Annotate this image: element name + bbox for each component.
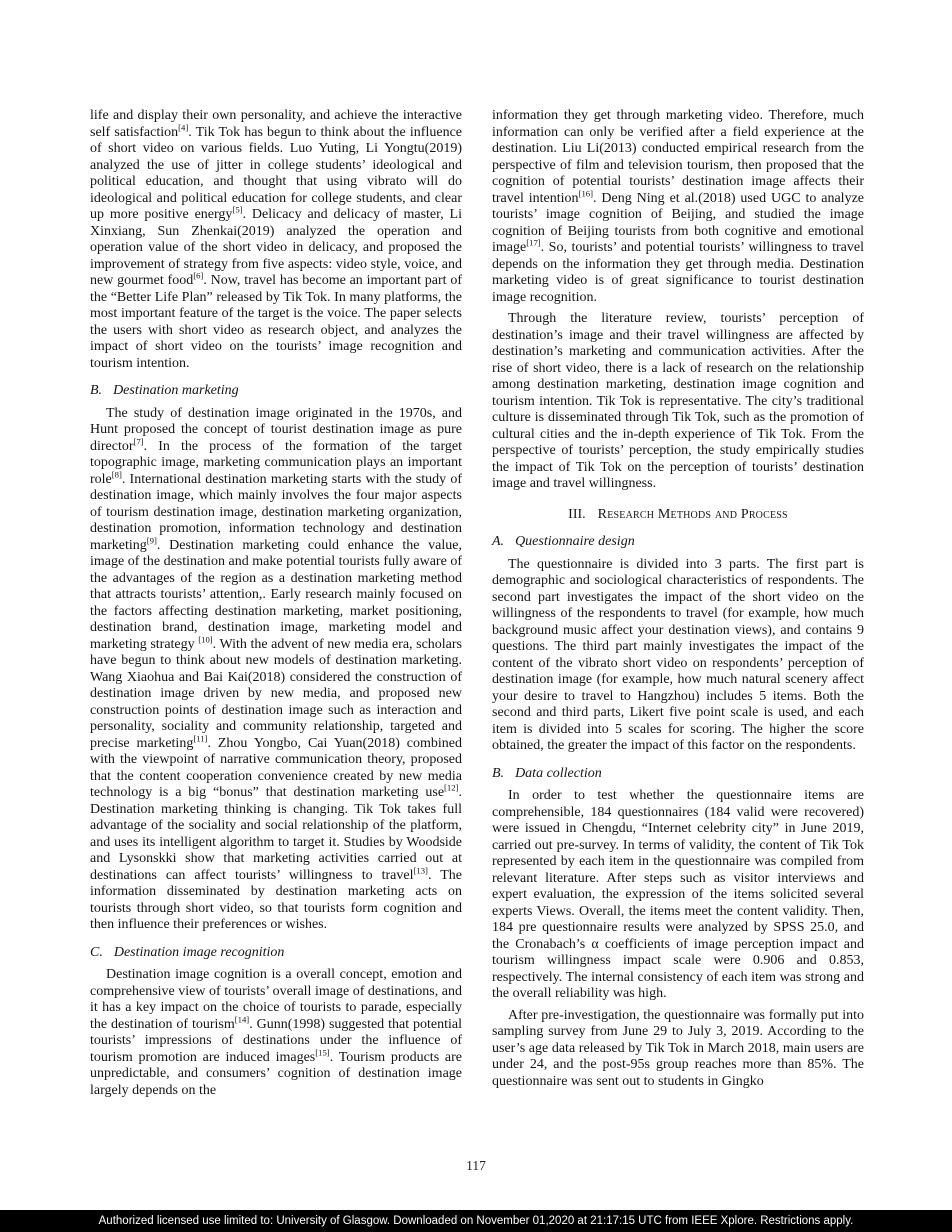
- citation-reference: [11]: [193, 732, 208, 743]
- subsection-title: Destination marketing: [113, 383, 239, 398]
- subsection-label: B.: [90, 383, 103, 398]
- citation-reference: [6]: [193, 270, 204, 281]
- citation-reference: [13]: [413, 864, 428, 875]
- citation-reference: [15]: [315, 1046, 330, 1057]
- citation-reference: [14]: [234, 1013, 250, 1024]
- paragraph-destination-marketing: The study of destination image originated in the 1970s, and Hunt proposed the concept of tourist destination image as pure director[7]. In the process of the formation of the target topographic image, marketing communication plays an important role[8]. International destination marketing starts with the study of destination image, which mainly involves the four major aspects of tourism destination image, destination marketing organization, destination promotion, information technology and destination marketing[9]. Destination marketing could enhance the value, image of the destination and make potential tourists fully aware of the advantages of the region as a destination marketing method that attracts tourists’ attention,. Early research mainly focused on the factors affecting destination marketing, market positioning, destination brand, destination image, marketing model and marketing strategy [10]. With the advent of new media era, scholars have begun to think about new models of destination marketing. Wang Xiaohua and Bai Kai(2018) considered the construction of destination image driven by new media, and proposed new construction points of destination image such as interaction and personality, sociality and community relationship, targeted and precise marketing[11]. Zhou Yongbo, Cai Yuan(2018) combined with the viewpoint of narrative communication theory, proposed that the content cooperation convenience created by new media technology is a big “bonus” that destination marketing use[12]. Destination marketing thinking is changing. Tik Tok takes full advantage of the sociality and social relationship of the platform, and uses its intelligent algorithm to target it. Studies by Woodside and Lysonskki show that marketing activities carried out at destinations can affect tourists’ willingness to travel[13]. The information disseminated by destination marketing acts on tourists through short video, so that tourists form cognition and then influence their preferences or wishes.: [90, 405, 463, 932]
- citation-reference: [8]: [111, 468, 122, 479]
- paragraph-intro-continuation: life and display their own personality, and achieve the interactive self satisfaction[4]. Tik Tok has begun to think about the influence of short video on various fields. Luo Yuting, Li Yongtu(2019) analyzed the use of jitter in college students’ ideological and political education, and thought that using vibrato will do ideological and political education for college students, and clear up more positive energy[5]. Delicacy and delicacy of master, Li Xinxiang, Sun Zhenkai(2019) analyzed the operation and operation value of the short video in delicacy, and proposed the improvement of strategy from five aspects: video style, voice, and new gourmet food[6]. Now, travel has become an important part of the “Better Life Plan” released by Tik Tok. In many platforms, the most important feature of the target is the voice. The paper selects the users with short video as research object, and analyzes the impact of short video on the tourists’ image recognition and tourism intention.: [90, 108, 462, 371]
- subsection-label: C.: [90, 944, 103, 960]
- citation-reference: [10]: [198, 633, 213, 644]
- citation-reference: [17]: [526, 237, 541, 248]
- citation-reference: [5]: [232, 204, 243, 215]
- citation-reference: [4]: [178, 121, 189, 132]
- section-heading-research-methods: [492, 507, 864, 524]
- paragraph-column-continuation: information they get through marketing video. Therefore, much information can only be verified after a field experience at the destination. Liu Li(2013) conducted empirical research from the perspective of film and television tourism, then proposed that the cognition of potential tourists’ destination image affects their travel intention[16]. Deng Ning et al.(2018) used UGC to analyze tourists’ image cognition of Beijing, and studied the image cognition of Beijing tourists from both cognitive and emotional image[17]. So, tourists’ and potential tourists’ willingness to travel depends on the information they get through media. Destination marketing video is of great significance to tourist destination image recognition.: [492, 108, 864, 305]
- paragraph-data-collection-2: After pre-investigation, the questionnaire was formally put into sampling survey from June 29 to July 3, 2019. According to the user’s age data released by Tik Tok in March 2018, main users are under 24, and the post-95s group reaches more than 85%. The questionnaire was sent out to students in Gingko: [492, 1007, 864, 1089]
- subsection-title: Questionnaire design: [515, 534, 635, 549]
- page-number: 117: [466, 1158, 486, 1173]
- subsection-title: Destination image recognition: [113, 944, 285, 960]
- subsection-heading-questionnaire-design: [492, 534, 864, 551]
- subsection-label: A.: [492, 534, 505, 549]
- citation-reference: [7]: [133, 435, 144, 446]
- section-title: Research Methods and Process: [597, 506, 788, 522]
- subsection-heading-data-collection: [492, 766, 864, 783]
- paragraph-image-recognition: Destination image cognition is a overall concept, emotion and comprehensive view of tourists’ overall image of destinations, and it has a key impact on the choice of tourists to parade, especially the destination of tourism[14]. Gunn(1998) suggested that potential tourists’ impressions of destinations under the influence of tourism promotion are induced images[15]. Tourism products are unpredictable, and consumers’ cognition of destination image largely depends on the: [90, 967, 462, 1098]
- paragraph-data-collection-1: In order to test whether the questionnaire items are comprehensible, 184 questionnaires (184 valid were recovered) were issued in Chengdu, “Internet celebrity city” in June 2019, carried out pre-survey. In terms of validity, the content of Tik Tok represented by each item in the questionnaire was compiled from relevant literature. After steps such as visitor interviews and expert evaluation, the expression of the items solicited several experts Views. Overall, the items meet the content validity. Then, 184 pre questionnaire results were analyzed by SPSS 25.0, and the Cronabach’s α coefficients of image perception impact and tourism willingness impact scale were 0.906 and 0.853, respectively. The internal consistency of each item was strong and the overall reliability was high.: [492, 788, 864, 1001]
- citation-reference: [12]: [444, 782, 459, 793]
- citation-reference: [9]: [146, 534, 157, 545]
- copyright-footer: Authorized licensed use limited to: University of Glasgow. Downloaded on November 01,2020 at 21:17:15 UTC from IEEE Xplore. Restrictions apply.: [0, 1210, 952, 1232]
- subsection-heading-image-recognition: [90, 945, 462, 962]
- right-column: [492, 108, 864, 1090]
- subsection-heading-destination-marketing: [90, 383, 462, 400]
- citation-reference: [16]: [578, 187, 594, 198]
- paragraph-literature-review: Through the literature review, tourists’ perception of destination’s image and their travel willingness are affected by destination’s marketing and communication activities. After the rise of short video, there is a lack of research on the relationship among destination marketing, destination image cognition and tourism intention. Tik Tok is representative. The city’s traditional culture is disseminated through Tik Tok, such as the promotion of cultural cities and the in-depth experience of Tik Tok. From the perspective of tourists’ perception, the study empirically studies the impact of Tik Tok on the perception of tourists’ destination image and travel willingness.: [492, 311, 864, 491]
- left-column: [90, 108, 462, 1099]
- paragraph-questionnaire-design: The questionnaire is divided into 3 parts. The first part is demographic and sociological characteristics of respondents. The second part investigates the impact of the short video on the willingness of the respondents to travel (for example, how much background music affect your destination views), and contains 9 questions. The third part mainly investigates the impact of the content of the vibrato short video on respondents’ perception of destination image (for example, how much natural scenery affect your desire to travel to Hangzhou) includes 5 items. Both the second and third parts, Likert five point scale is used, and each item is divided into 5 scales for scoring. The higher the score obtained, the greater the impact of this factor on the respondents.: [492, 556, 864, 753]
- subsection-title: Data collection: [515, 765, 602, 781]
- section-number: III.: [568, 506, 586, 522]
- subsection-label: B.: [492, 765, 505, 781]
